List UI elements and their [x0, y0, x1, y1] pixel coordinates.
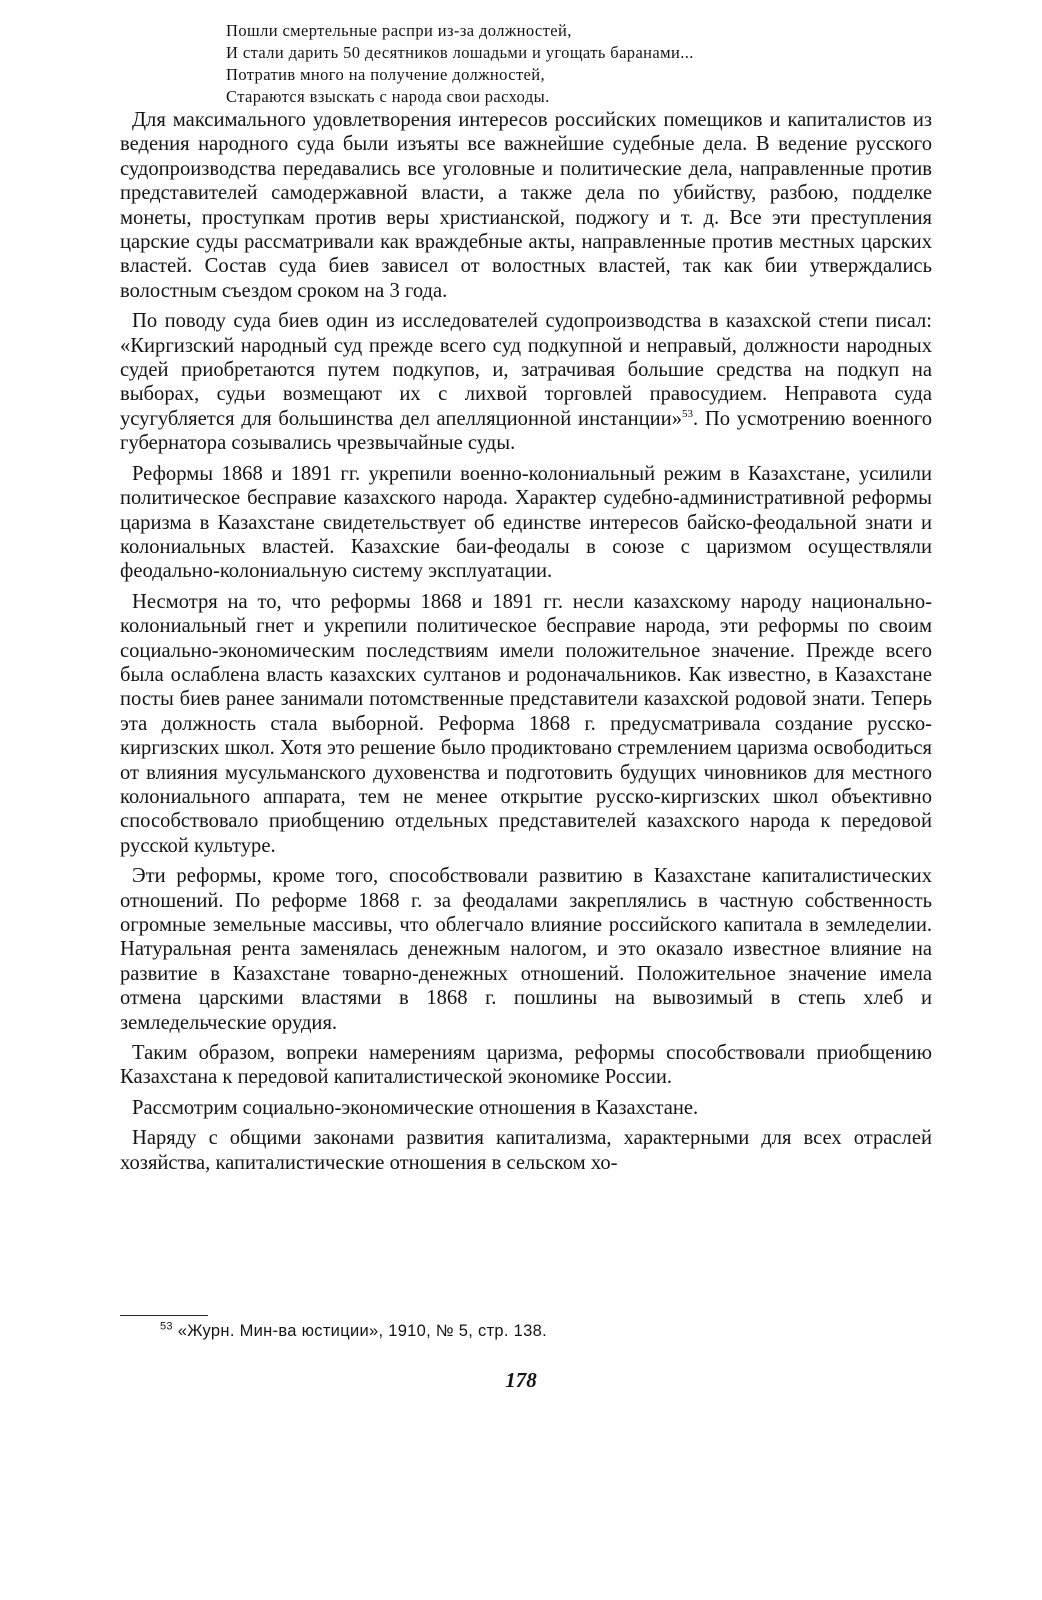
verse-line: Пошли смертельные распри из-за должностей,: [226, 21, 572, 40]
paragraph: Реформы 1868 и 1891 гг. укрепили военно-колониальный режим в Казахстане, усилили политическое бесправие казахского народа. Характер судебно-административной реформы царизма в Казахстане свидетельствует об единстве интересов байско-феодальной знати и колониальных властей. Казахские баи-феодалы в союзе с царизмом осуществляли феодально-колониальную систему эксплуатации.: [120, 462, 932, 583]
paragraph: [120, 309, 932, 455]
paragraph: Наряду с общими законами развития капитализма, характерными для всех отраслей хозяйства, капиталистические отношения в сельском хо-: [120, 1127, 932, 1174]
verse-line: И стали дарить 50 десятников лошадьми и угощать баранами...: [226, 43, 694, 62]
paragraph: Эти реформы, кроме того, способствовали развитию в Казахстане капиталистических отношений. По реформе 1868 г. за феодалами закреплялись в частную собственность огромные земельные массивы, что облегчало влияние российского капитала в земледелии. Натуральная рента заменялась денежным налогом, и это оказало известное влияние на развитие в Казахстане товарно-денежных отношений. Положительное значение имела отмена царскими властями в 1868 г. пошлины на вывозимый в степь хлеб и земледельческие орудия.: [120, 865, 932, 1034]
paragraph: Несмотря на то, что реформы 1868 и 1891 гг. несли казахскому народу национально-колониальный гнет и укрепили политическое бесправие народа, эти реформы по своим социально-экономическим последствиям имели положительное значение. Прежде всего была ослаблена власть казахских султанов и родоначальников. Как известно, в Казахстане посты биев ранее занимали потомственные представители казахской родовой знати. Теперь эта должность стала выборной. Реформа 1868 г. предусматривала создание русско-киргизских школ. Хотя это решение было продиктовано стремлением царизма освободиться от влияния мусульманского духовенства и подготовить будущих чиновников для местного колониального аппарата, тем не менее открытие русско-киргизских школ объективно способствовало приобщению отдельных представителей казахского народа к передовой русской культуре.: [120, 590, 932, 857]
page-body: [120, 20, 932, 1181]
paragraph: Для максимального удовлетворения интересов российских помещиков и капиталистов из ведения народного суда были изъяты все важнейшие судебные дела. В ведение русского судопроизводства передавались все уголовные и политические дела, направленные против представителей самодержавной власти, а также дела по убийству, разбою, подделке монеты, проступкам против веры христианской, поджогу и т. д. Все эти преступления царские суды рассматривали как враждебные акты, направленные против местных царских властей. Состав суда биев зависел от волостных властей, так как бии утверждались волостным съездом сроком на 3 года.: [120, 109, 932, 302]
paragraph-text: . По усмотрению военного губернатора созывались чрезвычайные суды.: [120, 407, 932, 455]
verse-quote: [226, 20, 932, 108]
footnote-divider: [120, 1315, 208, 1316]
footnote-reference[interactable]: 53: [682, 408, 693, 421]
footnote: [160, 1322, 547, 1341]
verse-line: Стараются взыскать с народа свои расходы.: [226, 87, 550, 106]
page-number: 178: [505, 1368, 537, 1392]
footnote-text: «Журн. Мин-ва юстиции», 1910, № 5, стр. 138.: [177, 1322, 547, 1340]
paragraph: Рассмотрим социально-экономические отношения в Казахстане.: [132, 1096, 699, 1119]
verse-line: Потратив много на получение должностей,: [226, 65, 546, 84]
footnote-marker: 53: [160, 1320, 173, 1333]
paragraph-text: По поводу суда биев один из исследователей судопроизводства в казахской степи писал: «Киргизский народный суд прежде всего суд подкупной и неправый, должности народных судей приобретаются путем подкупов, и, затрачивая большие средства на подкуп на выборах, судьи возмещают их с лихвой торговлей правосудием. Неправота суда усугубляется для большинства дел апелляционной инстанции»: [120, 310, 932, 430]
paragraph: Таким образом, вопреки намерениям царизма, реформы способствовали приобщению Казахстана к передовой капиталистической экономике России.: [120, 1042, 932, 1089]
